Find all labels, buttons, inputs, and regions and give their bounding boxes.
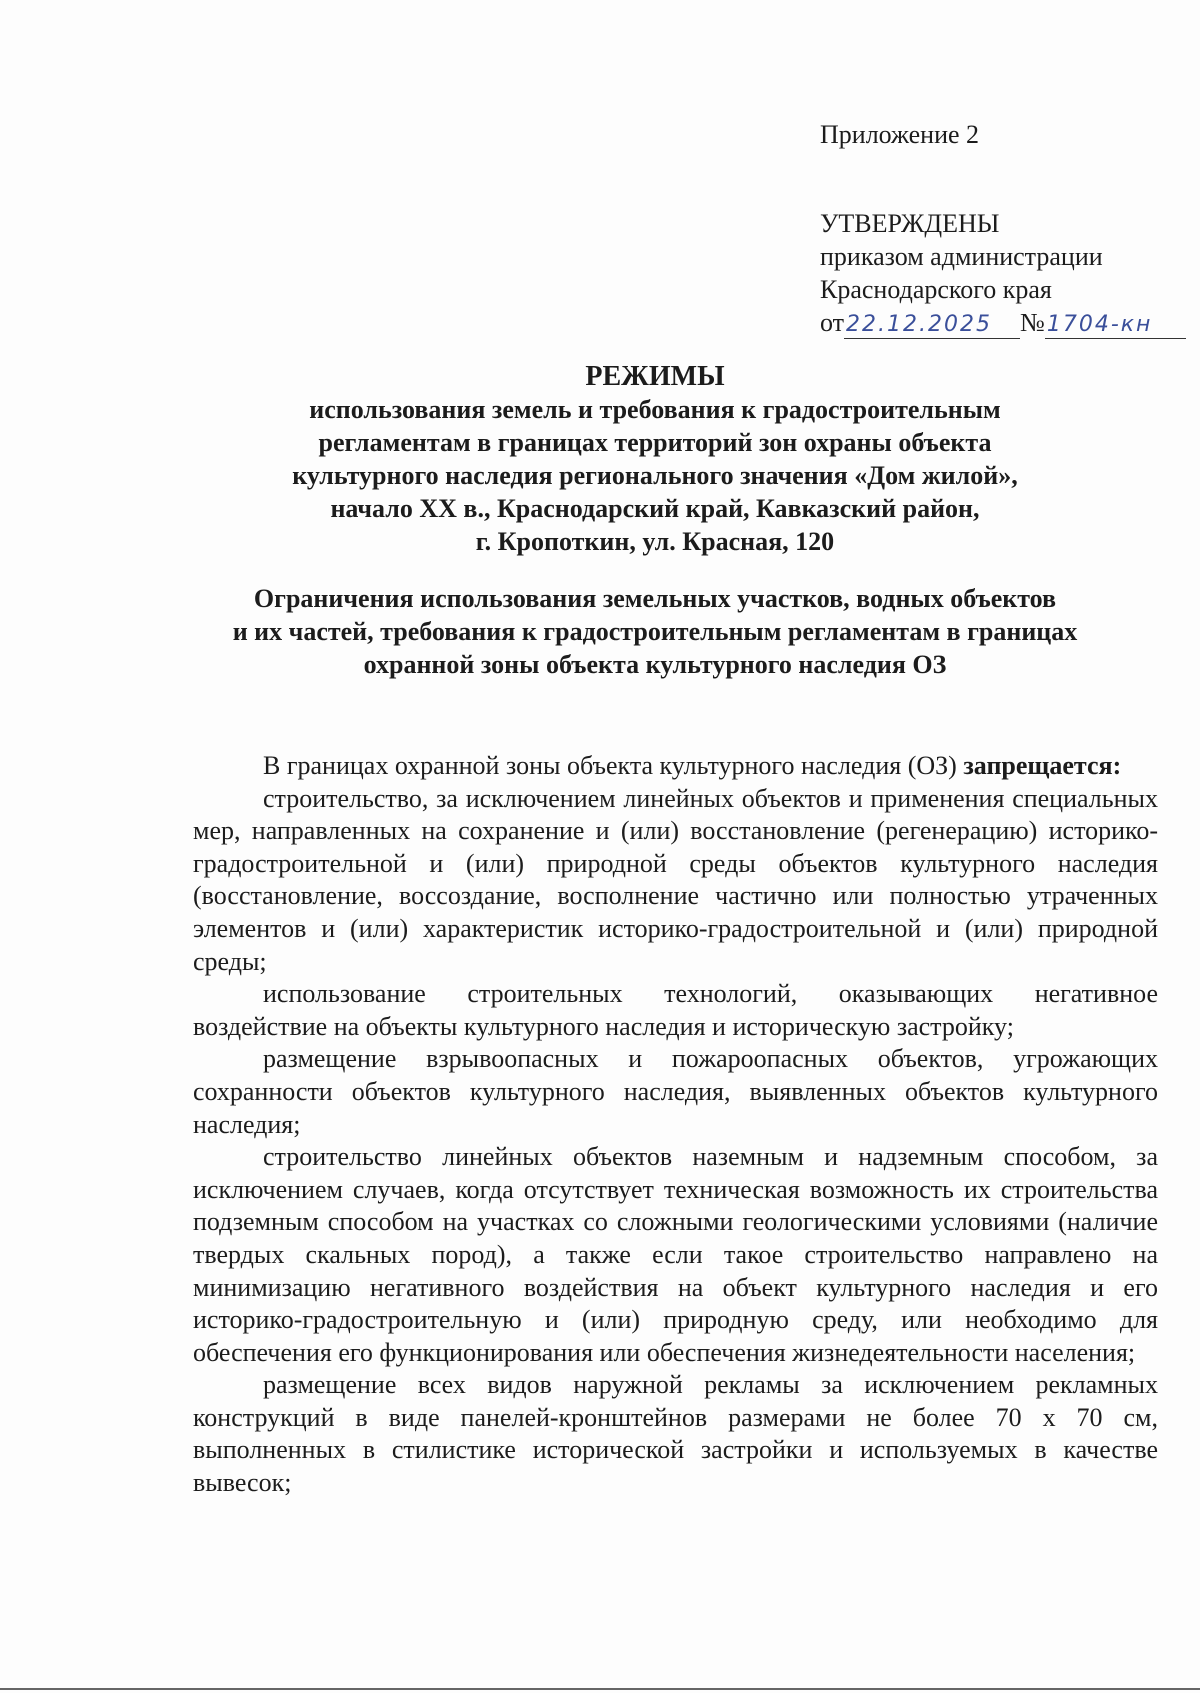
- bottom-divider: [0, 1688, 1200, 1690]
- section-subtitle: [130, 582, 1180, 681]
- annex-label: Приложение 2: [820, 120, 980, 149]
- intro-text: В границах охранной зоны объекта культурного наследия (ОЗ): [263, 751, 957, 780]
- from-label: от: [820, 308, 845, 337]
- subtitle-line: Ограничения использования земельных участков, водных объектов: [253, 584, 1057, 613]
- title-line: г. Кропоткин, ул. Красная, 120: [475, 527, 835, 556]
- paragraph: использование строительных технологий, оказывающих негативное воздействие на объекты культурного наследия и историческую застройку;: [193, 979, 1158, 1041]
- title-line: регламентам в границах территорий зон охраны объекта: [318, 428, 992, 457]
- order-line: приказом администрации: [820, 242, 1103, 271]
- handwritten-date: 22.12.2025: [844, 312, 1020, 339]
- subtitle-line: охранной зоны объекта культурного наследия ОЗ: [363, 650, 947, 679]
- paragraph: размещение всех видов наружной рекламы за исключением рекламных конструкций в виде панелей-кронштейнов размерами не более 70 х 70 см, выполненных в стилистике исторической застройки и используемых в качестве вывесок;: [193, 1370, 1158, 1498]
- paragraph: строительство, за исключением линейных объектов и применения специальных мер, направленных на сохранение и (или) восстановление (регенерацию) историко-градостроительной и (или) природной среды объектов культурного наследия (восстановление, воссоздание, восполнение частично или полностью утраченных элементов и (или) характеристик историко-градостроительной и (или) природной среды;: [193, 783, 1158, 976]
- body-text: [193, 750, 1158, 1500]
- paragraph: строительство линейных объектов наземным и надземным способом, за исключением случаев, когда отсутствует техническая возможность их строительства подземным способом на участках со сложными геологическими условиями (наличие твердых скальных пород), а также если такое строительство направлено на минимизацию негативного воздействия на объект культурного наследия и его историко-градостроительную и (или) природную среду, или необходимо для обеспечения его функционирования или обеспечения жизнедеятельности населения;: [193, 1142, 1158, 1367]
- intro-paragraph: [193, 750, 1158, 783]
- approval-block: [820, 118, 1186, 339]
- title-main: РЕЖИМЫ: [585, 361, 725, 392]
- date-number-line: [820, 306, 1186, 339]
- document-title: [130, 360, 1180, 558]
- paragraph: размещение взрывоопасных и пожароопасных объектов, угрожающих сохранности объектов культурного наследия, выявленных объектов культурного наследия;: [193, 1044, 1158, 1139]
- title-line: использования земель и требования к градостроительным: [309, 395, 1001, 424]
- subtitle-line: и их частей, требования к градостроительным регламентам в границах: [232, 617, 1078, 646]
- region-line: Краснодарского края: [820, 275, 1052, 304]
- approved-label: УТВЕРЖДЕНЫ: [820, 209, 1000, 238]
- title-line: культурного наследия регионального значения «Дом жилой»,: [292, 461, 1018, 490]
- intro-bold-text: запрещается:: [963, 751, 1122, 780]
- title-line: начало XX в., Краснодарский край, Кавказский район,: [330, 494, 980, 523]
- handwritten-number: 1704-кн: [1045, 312, 1186, 339]
- number-label: №: [1020, 308, 1045, 337]
